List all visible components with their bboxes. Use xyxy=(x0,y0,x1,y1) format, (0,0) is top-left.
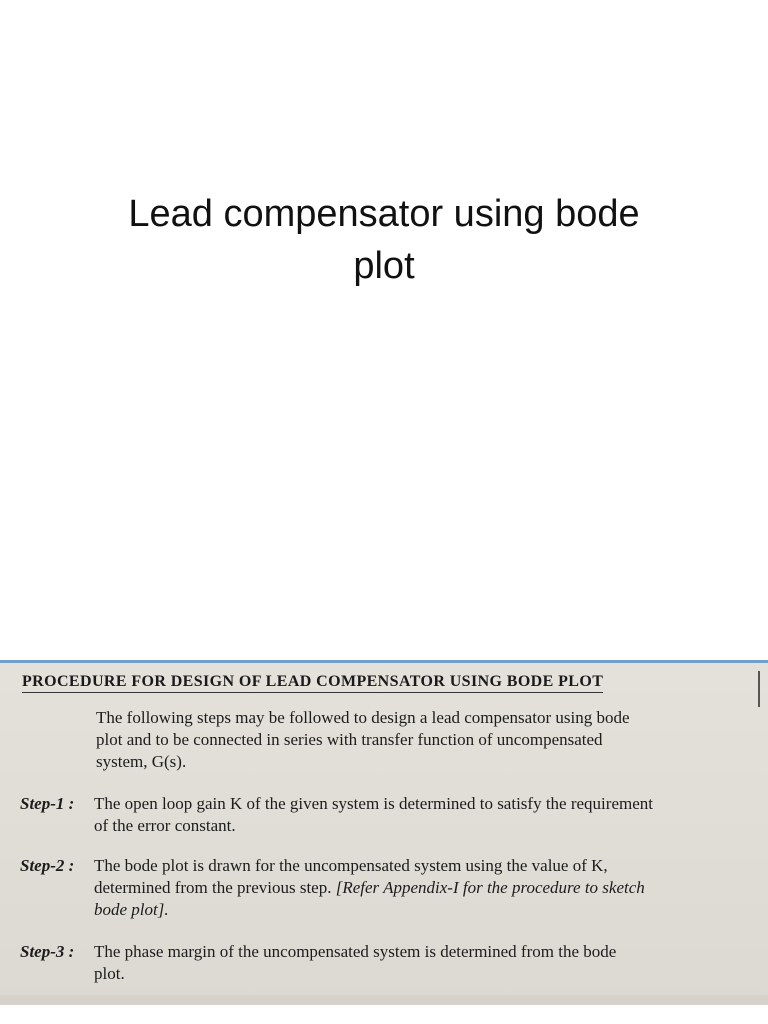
page-edge-mark xyxy=(758,671,764,707)
step-2 xyxy=(20,855,746,921)
procedure-heading: PROCEDURE FOR DESIGN OF LEAD COMPENSATOR USING BODE PLOT xyxy=(22,673,603,693)
intro-line: The following steps may be followed to design a lead compensator using bode xyxy=(96,708,630,727)
step-text: plot. xyxy=(94,964,125,983)
step-text: of the error constant. xyxy=(94,816,236,835)
slide-title xyxy=(40,188,728,292)
step-label: Step-2 : xyxy=(20,856,75,875)
intro-line: system, G(s). xyxy=(96,752,187,771)
step-reference: [Refer Appendix-I for the procedure to sketch xyxy=(335,878,645,897)
step-reference: bode plot]. xyxy=(94,900,169,919)
step-text: The open loop gain K of the given system is determined to satisfy the requirement xyxy=(94,794,653,813)
procedure-intro xyxy=(96,707,746,773)
step-3 xyxy=(20,941,746,985)
step-text: The phase margin of the uncompensated system is determined from the bode xyxy=(94,942,617,961)
step-label: Step-3 : xyxy=(20,942,75,961)
step-label: Step-1 : xyxy=(20,794,75,813)
step-text-continued xyxy=(20,877,746,899)
step-text: The bode plot is drawn for the uncompensated system using the value of K, xyxy=(94,856,608,875)
intro-line: plot and to be connected in series with transfer function of uncompensated xyxy=(96,730,603,749)
slide-title-line-2: plot xyxy=(353,245,415,287)
scanned-textbook-excerpt xyxy=(0,660,768,1005)
slide-title-line-1: Lead compensator using bode xyxy=(128,193,640,235)
step-1 xyxy=(20,793,746,837)
step-text: determined from the previous step. xyxy=(94,878,336,897)
scan-bottom-edge xyxy=(0,995,768,1005)
